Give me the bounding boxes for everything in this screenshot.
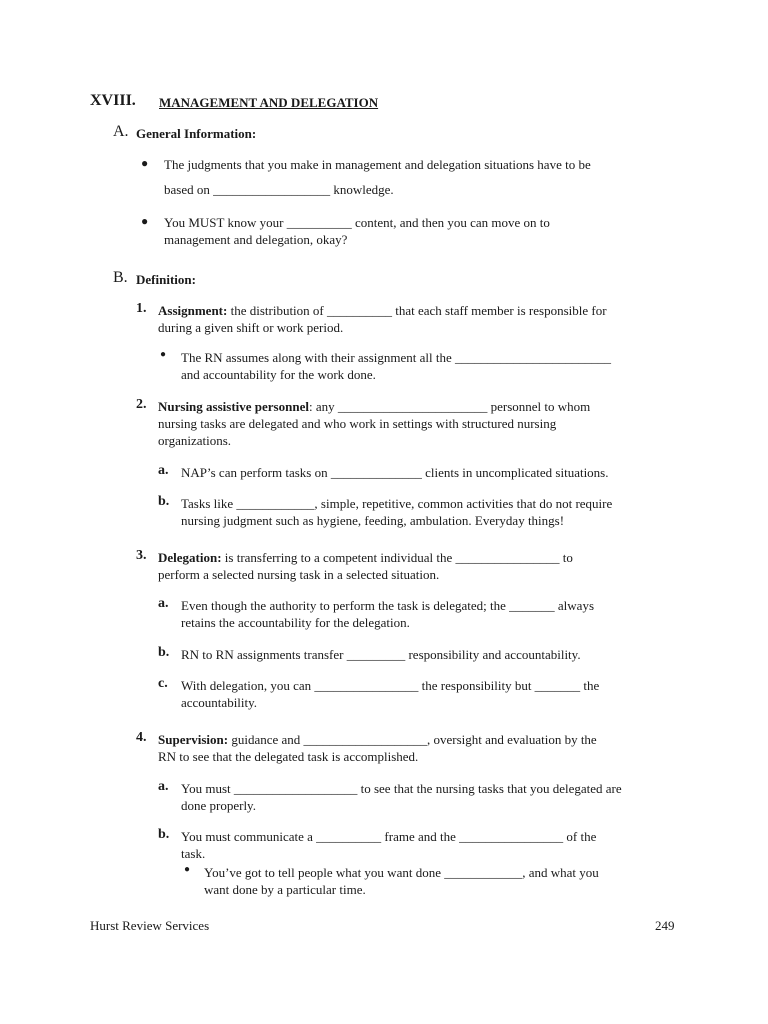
- item-4-bullet-line1: You’ve got to tell people what you want done ____________, and what you: [204, 865, 599, 880]
- item-3c-line1: With delegation, you can ________________ the responsibility but _______ the: [181, 678, 600, 693]
- subsection-b-title: Definition:: [136, 272, 196, 287]
- subsection-a-title: General Information:: [136, 126, 257, 141]
- footer-publisher: Hurst Review Services: [90, 918, 210, 933]
- item-3c-line2: accountability.: [181, 695, 258, 710]
- item-2a-letter: a.: [158, 463, 169, 478]
- item-4-line1: [158, 731, 688, 748]
- item-2-text: : any _______________________ personnel to whom: [308, 399, 591, 414]
- item-3-number: 3.: [136, 548, 147, 563]
- item-4-text: guidance and ___________________, oversight and evaluation by the: [228, 732, 597, 747]
- section-title: MANAGEMENT AND DELEGATION: [159, 95, 379, 110]
- item-4a-line1: You must ___________________ to see that the nursing tasks that you delegated are: [181, 781, 622, 796]
- item-3a-line2: retains the accountability for the delegation.: [181, 615, 410, 630]
- item-1-bullet-line1: The RN assumes along with their assignment all the ________________________: [181, 350, 612, 365]
- general-bullet-2-line1: You MUST know your __________ content, and then you can move on to: [164, 215, 550, 230]
- item-3-term: Delegation:: [158, 550, 222, 565]
- item-3c-letter: c.: [158, 676, 168, 691]
- item-3b-letter: b.: [158, 645, 170, 660]
- item-3-text: is transferring to a competent individual the ________________ to: [221, 550, 573, 565]
- bullet-icon: ●: [184, 864, 191, 875]
- item-2b-letter: b.: [158, 494, 170, 509]
- item-4a-line2: done properly.: [181, 798, 256, 813]
- item-4b-line1: You must communicate a __________ frame and the ________________ of the: [181, 829, 597, 844]
- general-bullet-1-line1: The judgments that you make in management and delegation situations have to be: [164, 157, 591, 172]
- item-1-bullet-line2: and accountability for the work done.: [181, 367, 376, 382]
- item-3a-line1: Even though the authority to perform the task is delegated; the _______ always: [181, 598, 595, 613]
- item-1-line1: [158, 302, 688, 319]
- item-3-line1: [158, 549, 688, 566]
- item-4-bullet-line2: want done by a particular time.: [204, 882, 366, 897]
- page-number: 249: [655, 918, 675, 933]
- item-3b-line1: RN to RN assignments transfer _________ responsibility and accountability.: [181, 647, 581, 662]
- bullet-icon: ●: [160, 349, 167, 360]
- item-4b-line2: task.: [181, 846, 206, 861]
- item-2-line3: organizations.: [158, 433, 232, 448]
- subsection-b-letter: B.: [113, 269, 128, 286]
- subsection-a-letter: A.: [113, 123, 129, 140]
- general-bullet-2-line2: management and delegation, okay?: [164, 232, 348, 247]
- item-2b-line2: nursing judgment such as hygiene, feeding, ambulation. Everyday things!: [181, 513, 565, 528]
- item-4-line2: RN to see that the delegated task is accomplished.: [158, 749, 419, 764]
- item-4b-letter: b.: [158, 827, 170, 842]
- item-2-term: Nursing assistive personnel: [158, 399, 309, 414]
- item-2-number: 2.: [136, 397, 147, 412]
- general-bullet-1-line2: based on __________________ knowledge.: [164, 182, 394, 197]
- item-1-number: 1.: [136, 301, 147, 316]
- section-number: XVIII.: [90, 92, 136, 109]
- item-1-text: the distribution of __________ that each staff member is responsible for: [227, 303, 607, 318]
- item-1-line2: during a given shift or work period.: [158, 320, 344, 335]
- bullet-icon: ●: [141, 156, 149, 170]
- item-4a-letter: a.: [158, 779, 169, 794]
- item-2-line1: [158, 398, 688, 415]
- item-4-number: 4.: [136, 730, 147, 745]
- item-3a-letter: a.: [158, 596, 169, 611]
- item-2b-line1: Tasks like ____________, simple, repetitive, common activities that do not require: [181, 496, 613, 511]
- item-4-term: Supervision:: [158, 732, 229, 747]
- item-2a-line1: NAP’s can perform tasks on ______________ clients in uncomplicated situations.: [181, 465, 609, 480]
- item-2-line2: nursing tasks are delegated and who work in settings with structured nursing: [158, 416, 557, 431]
- bullet-icon: ●: [141, 214, 149, 228]
- item-3-line2: perform a selected nursing task in a selected situation.: [158, 567, 440, 582]
- item-1-term: Assignment:: [158, 303, 228, 318]
